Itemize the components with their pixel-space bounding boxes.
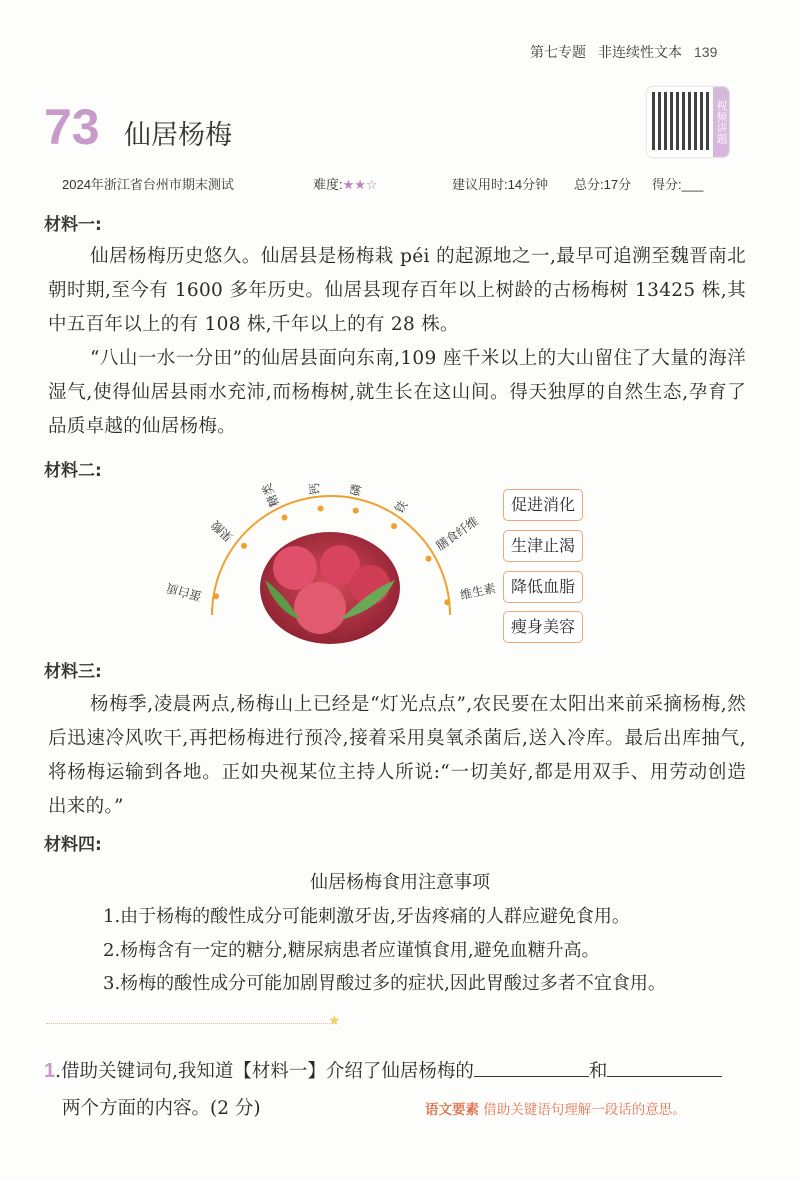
nutrient-label: 糖类 xyxy=(259,481,282,509)
nutrient-label: 膳食纤维 xyxy=(433,514,482,554)
nutrient-label: 维生素 xyxy=(458,581,497,603)
page-number: 139 xyxy=(694,44,718,60)
topic-name: 非连续性文本 xyxy=(598,44,682,60)
language-element-tip xyxy=(425,1098,686,1118)
star-icon: ★ xyxy=(328,1013,341,1029)
total-score: 总分:17分 xyxy=(574,177,632,192)
material3-label: 材料三: xyxy=(44,662,102,682)
benefit-box: 瘦身美容 xyxy=(503,611,583,643)
nutrient-dot xyxy=(444,599,450,605)
nutrient-dot xyxy=(241,543,247,549)
benefit-box: 促进消化 xyxy=(503,489,583,521)
nutrient-dot xyxy=(318,505,324,511)
lesson-number: 73 xyxy=(44,99,100,155)
question-number: 1 xyxy=(44,1060,56,1082)
suggested-time: 建议用时:14分钟 xyxy=(452,177,549,192)
qr-tag: 视频讲题 xyxy=(713,87,729,157)
running-header xyxy=(530,42,729,62)
question-text: .借助关键词句,我知道【材料一】介绍了仙居杨梅的 xyxy=(55,1061,474,1082)
answer-blank-2[interactable] xyxy=(607,1058,722,1077)
material1-paragraph-1: 仙居杨梅历史悠久。仙居县是杨梅栽 péi 的起源地之一,最早可追溯至魏晋南北朝时期,至今有 1600 多年历史。仙居县现存百年以上树龄的古杨梅树 13425 株,其中五百年以上的有 108 株,千年以上的有 28 株。 xyxy=(48,246,746,335)
lesson-title: 仙居杨梅 xyxy=(124,120,232,151)
bayberry xyxy=(273,546,317,590)
section-name: 第七专题 xyxy=(530,44,586,60)
difficulty xyxy=(313,174,378,193)
nutrient-dot xyxy=(282,514,288,520)
question-text: 和 xyxy=(588,1061,608,1082)
material3-paragraph: 杨梅季,凌晨两点,杨梅山上已经是“灯光点点”,农民要在太阳出来前采摘杨梅,然后迅速冷风吹干,再把杨梅进行预冷,接着采用臭氧杀菌后,送入冷库。最后出库抽气,将杨梅运输到各地。正如央视某位主持人所说:“一切美好,都是用双手、用劳动创造出来的。” xyxy=(48,694,746,817)
tip-label: 语文要素 xyxy=(425,1102,479,1118)
benefit-box: 生津止渴 xyxy=(503,530,583,562)
nutrient-dot xyxy=(391,523,397,529)
material4-label: 材料四: xyxy=(44,835,102,855)
precaution-item: 1.由于杨梅的酸性成分可能刺激牙齿,牙齿疼痛的人群应避免食用。 xyxy=(103,906,630,927)
score-field[interactable]: 得分:___ xyxy=(652,177,704,192)
difficulty-stars: ★★☆ xyxy=(342,177,378,192)
nutrient-dot xyxy=(353,508,359,514)
nutrient-label: 磷 xyxy=(347,482,365,498)
material1-paragraph-2: “八山一水一分田”的仙居县面向东南,109 座千米以上的大山留住了大量的海洋湿气,使得仙居县雨水充沛,而杨梅树,就生长在这山间。得天独厚的自然生态,孕育了品质卓越的仙居杨梅。 xyxy=(48,348,746,437)
exam-source: 2024年浙江省台州市期末测试 xyxy=(62,177,234,192)
benefit-box: 降低血脂 xyxy=(503,571,583,603)
question-text-continued: 两个方面的内容。(2 分) xyxy=(62,1098,261,1119)
nutrient-arc-diagram xyxy=(164,470,497,650)
precaution-item: 3.杨梅的酸性成分可能加剧胃酸过多的症状,因此胃酸过多者不宜食用。 xyxy=(103,973,666,994)
precautions-title: 仙居杨梅食用注意事项 xyxy=(310,872,490,893)
nutrient-label: 果酸 xyxy=(208,517,236,545)
question-1 xyxy=(44,1057,722,1083)
material2-label: 材料二: xyxy=(44,461,102,481)
nutrient-label: 钙 xyxy=(307,482,323,496)
decorative-divider xyxy=(46,1023,336,1024)
tip-text: 借助关键语句理解一段话的意思。 xyxy=(483,1102,686,1118)
nutrient-dot xyxy=(213,593,219,599)
material1-label: 材料一: xyxy=(44,215,102,235)
answer-blank-1[interactable] xyxy=(474,1058,589,1077)
nutrient-dot xyxy=(425,556,431,562)
bayberry xyxy=(294,582,346,634)
nutrient-label: 蛋白质 xyxy=(164,580,204,604)
precaution-item: 2.杨梅含有一定的糖分,糖尿病患者应谨慎食用,避免血糖升高。 xyxy=(103,940,600,961)
video-qr-code[interactable] xyxy=(647,87,729,157)
nutrient-label: 铁 xyxy=(392,498,411,516)
qr-code-icon xyxy=(652,92,710,150)
difficulty-label: 难度: xyxy=(313,177,343,192)
